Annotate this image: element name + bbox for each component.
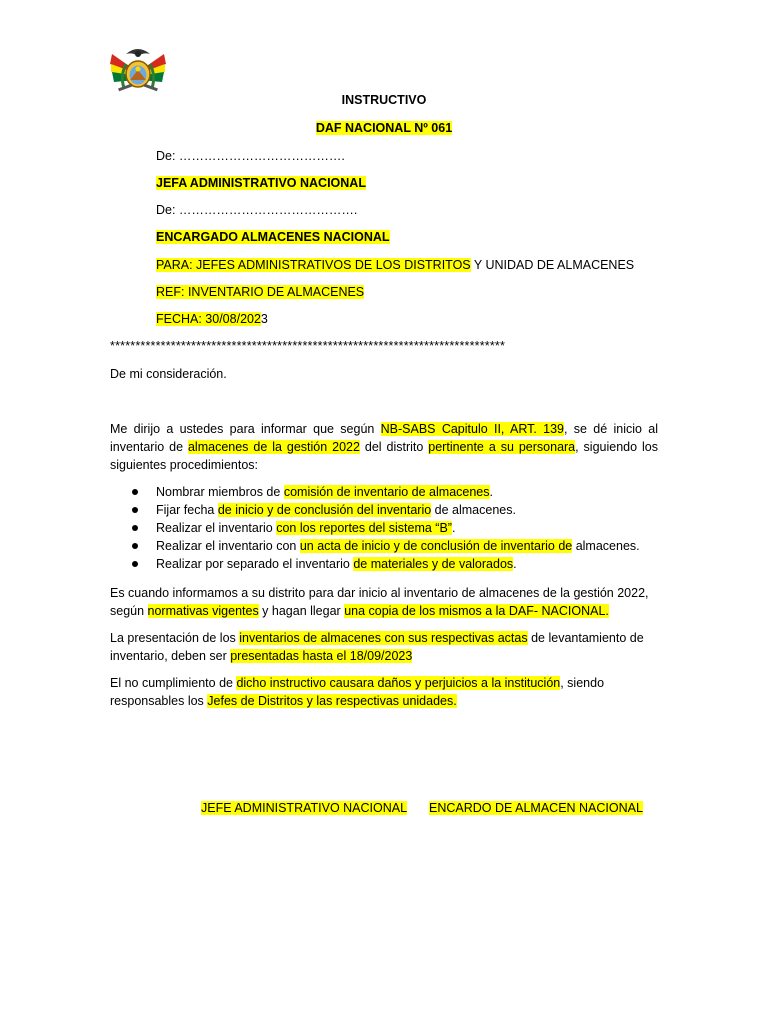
date-line-rest: 3 <box>260 312 268 326</box>
to-line <box>156 258 634 272</box>
item-text-end: . <box>451 521 456 535</box>
procedures-list <box>110 483 670 573</box>
list-item <box>110 501 670 519</box>
date-line <box>156 312 268 326</box>
item-highlight: comisión de inventario de almacenes <box>283 485 490 499</box>
item-text-end: . <box>489 485 493 499</box>
p4-highlight-1: dicho instructivo causara daños y perjuicios a la institución <box>236 676 561 690</box>
document-number <box>0 121 768 135</box>
p1-highlight-3: pertinente a su personara <box>428 440 576 454</box>
bullet-icon <box>132 489 138 495</box>
p1-highlight-1: NB-SABS Capitulo II, ART. 139 <box>380 422 565 436</box>
signature-left-text: JEFE ADMINISTRATIVO NACIONAL <box>201 801 408 815</box>
ref-line <box>156 285 364 299</box>
signature-right <box>429 801 643 815</box>
list-item <box>110 519 670 537</box>
bullet-icon <box>132 561 138 567</box>
paragraph-4 <box>110 674 658 710</box>
list-item <box>110 555 670 573</box>
p2-text-2: y hagan llegar <box>258 604 345 618</box>
bullet-icon <box>132 543 138 549</box>
bullet-icon <box>132 507 138 513</box>
item-highlight: un acta de inicio y de conclusión de inventario de <box>299 539 573 553</box>
to-line-rest: Y UNIDAD DE ALMACENES <box>470 258 635 272</box>
from-line-2: De: ……………………………………. <box>156 203 358 217</box>
item-text-end: de almacenes. <box>431 503 516 517</box>
p3-highlight-1: inventarios de almacenes con sus respectivas actas <box>239 631 528 645</box>
paragraph-3 <box>110 629 658 665</box>
p2-highlight-2: una copia de los mismos a la DAF- NACIONAL. <box>344 604 609 618</box>
coat-of-arms-icon <box>108 42 168 96</box>
p1-text-4: , siguiendo los siguientes procedimientos: <box>110 440 658 472</box>
item-text: Realizar el inventario con <box>156 539 300 553</box>
item-text: Nombrar miembros de <box>156 485 284 499</box>
p1-highlight-2: almacenes de la gestión 2022 <box>187 440 360 454</box>
p3-text-2: de levantamiento de inventario, deben ser <box>110 631 644 663</box>
document-number-text: DAF NACIONAL Nº 061 <box>315 121 453 135</box>
item-highlight: con los reportes del sistema “B” <box>276 521 452 535</box>
p1-text-2: , se dé inicio al inventario de <box>110 422 658 454</box>
p1-text-3: del distrito <box>359 440 429 454</box>
p2-text-1: Es cuando informamos a su distrito para dar inicio al inventario de almacenes de la gestión 2022, según <box>110 586 649 618</box>
item-text: Realizar el inventario <box>156 521 277 535</box>
item-highlight: de materiales y de valorados <box>353 557 514 571</box>
p3-highlight-2: presentadas hasta el 18/09/2023 <box>230 649 413 663</box>
p4-text-2: , siendo responsables los <box>110 676 605 708</box>
p2-highlight-1: normativas vigentes <box>147 604 259 618</box>
from-title-2-text: ENCARGADO ALMACENES NACIONAL <box>156 230 390 244</box>
p4-text-1: El no cumplimiento de <box>110 676 237 690</box>
from-title-2 <box>156 230 390 244</box>
bullet-icon <box>132 525 138 531</box>
from-line-1: De: …………………………………. <box>156 149 345 163</box>
to-line-highlight: PARA: JEFES ADMINISTRATIVOS DE LOS DISTRITOS <box>156 258 471 272</box>
date-line-highlight: FECHA: 30/08/202 <box>156 312 261 326</box>
item-text: Realizar por separado el inventario <box>156 557 354 571</box>
separator-stars: ****************************************************************************** <box>110 339 506 353</box>
p3-text-1: La presentación de los <box>110 631 240 645</box>
item-highlight: de inicio y de conclusión del inventario <box>217 503 432 517</box>
greeting: De mi consideración. <box>110 367 227 381</box>
p4-highlight-2: Jefes de Distritos y las respectivas unidades. <box>207 694 457 708</box>
paragraph-2 <box>110 584 658 620</box>
item-text: Fijar fecha <box>156 503 218 517</box>
list-item <box>110 537 670 555</box>
from-title-1-text: JEFA ADMINISTRATIVO NACIONAL <box>156 176 366 190</box>
ref-line-text: REF: INVENTARIO DE ALMACENES <box>156 285 365 299</box>
p1-text-1: Me dirijo a ustedes para informar que según <box>110 422 381 436</box>
document-title: INSTRUCTIVO <box>341 93 427 107</box>
item-text-end: . <box>513 557 517 571</box>
list-item <box>110 483 670 501</box>
from-title-1 <box>156 176 366 190</box>
signature-right-text: ENCARDO DE ALMACEN NACIONAL <box>429 801 643 815</box>
paragraph-1 <box>110 420 658 474</box>
signature-left <box>201 801 407 815</box>
item-text-end: almacenes. <box>572 539 640 553</box>
